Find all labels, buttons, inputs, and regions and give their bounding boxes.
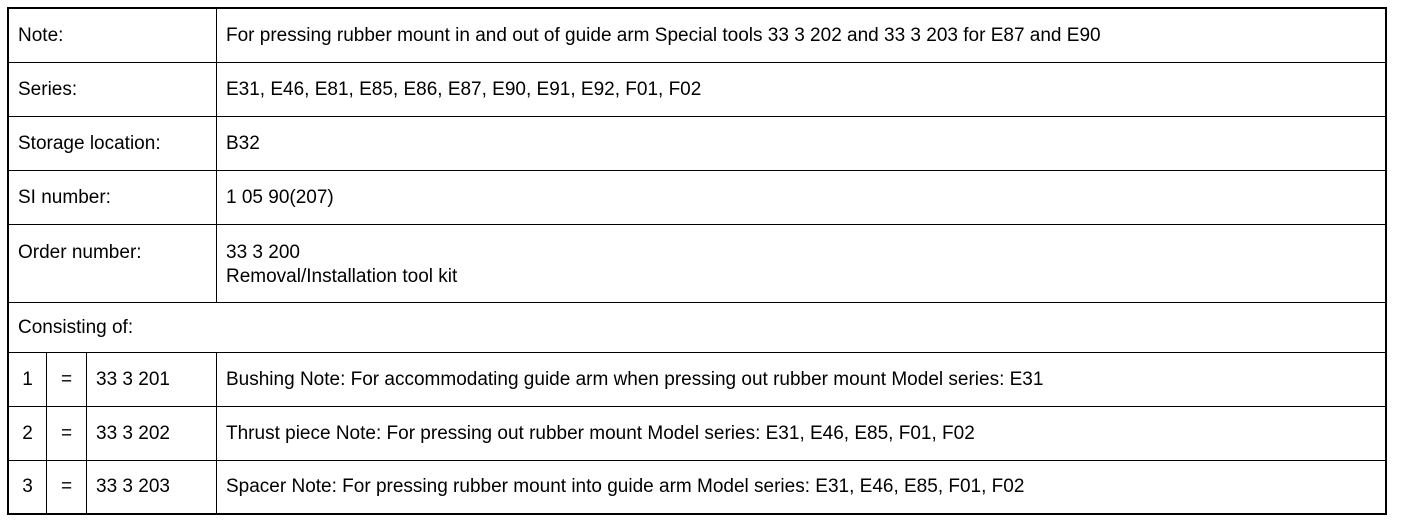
component-number: 1 <box>9 353 47 406</box>
consisting-of-label: Consisting of: <box>18 316 134 338</box>
note-value: For pressing rubber mount in and out of guide arm Special tools 33 3 202 and 33 3 203 for E87 and E90 <box>226 24 1101 46</box>
component-separator: = <box>47 461 87 513</box>
si-number-label: SI number: <box>9 171 217 224</box>
order-number-description: Removal/Installation tool kit <box>226 266 458 287</box>
component-part-number: 33 3 202 <box>87 407 217 460</box>
consisting-of-row <box>9 303 1385 353</box>
component-description: Thrust piece Note: For pressing out rubber mount Model series: E31, E46, E85, F01, F02 <box>226 422 975 444</box>
tool-info-table <box>7 7 1387 515</box>
order-number-label: Order number: <box>9 225 217 302</box>
note-label: Note: <box>9 9 217 62</box>
note-row <box>9 9 1385 63</box>
component-part-number: 33 3 201 <box>87 353 217 406</box>
storage-location-label: Storage location: <box>9 117 217 170</box>
series-row <box>9 63 1385 117</box>
component-description: Spacer Note: For pressing rubber mount into guide arm Model series: E31, E46, E85, F01, F02 <box>226 476 1025 497</box>
component-row <box>9 353 1385 407</box>
si-number-value: 1 05 90(207) <box>226 186 334 208</box>
component-row <box>9 407 1385 461</box>
storage-location-value: B32 <box>226 132 260 154</box>
component-part-number: 33 3 203 <box>87 461 217 513</box>
series-value: E31, E46, E81, E85, E86, E87, E90, E91, E92, F01, F02 <box>226 78 702 100</box>
order-number-row <box>9 225 1385 303</box>
si-number-row <box>9 171 1385 225</box>
component-row <box>9 461 1385 513</box>
component-number: 3 <box>9 461 47 513</box>
component-separator: = <box>47 353 87 406</box>
component-separator: = <box>47 407 87 460</box>
order-number-value <box>217 225 1385 302</box>
component-description: Bushing Note: For accommodating guide arm when pressing out rubber mount Model series: E31 <box>226 368 1044 390</box>
component-number: 2 <box>9 407 47 460</box>
storage-location-row <box>9 117 1385 171</box>
order-number-code: 33 3 200 <box>226 242 300 263</box>
series-label: Series: <box>9 63 217 116</box>
